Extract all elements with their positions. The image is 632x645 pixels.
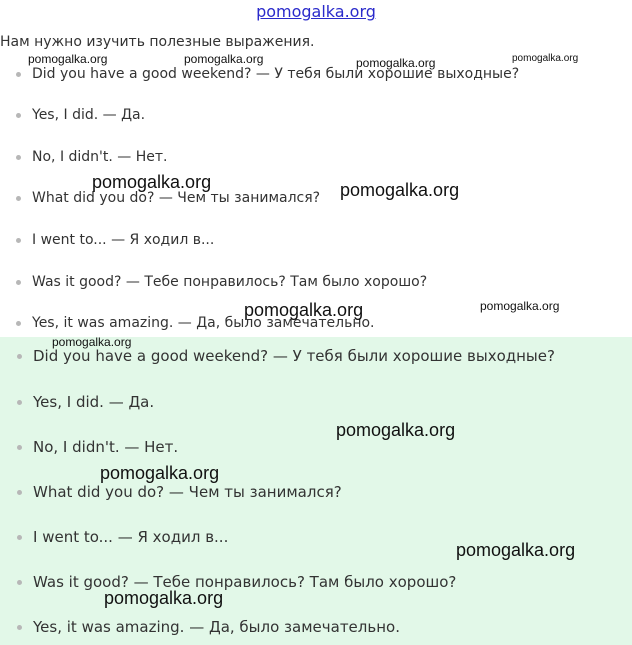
bullet-icon <box>16 196 21 201</box>
phrase-text: Was it good? — Тебе понравилось? Там было хорошо? <box>32 274 428 290</box>
phrase-list-plain <box>0 52 632 337</box>
watermark-text: pomogalka.org <box>340 180 460 200</box>
bullet-icon <box>16 155 21 160</box>
list-item <box>17 438 178 456</box>
watermark-text: pomogalka.org <box>52 335 132 349</box>
watermark-text: pomogalka.org <box>92 172 212 192</box>
watermark-text: pomogalka.org <box>456 540 576 560</box>
phrase-text: Yes, it was amazing. — Да, было замечательно. <box>33 618 400 636</box>
phrase-text: Yes, I did. — Да. <box>33 393 155 411</box>
phrase-text: I went to... — Я ходил в... <box>32 232 215 248</box>
phrase-text: No, I didn't. — Нет. <box>33 438 179 456</box>
list-item <box>17 573 456 591</box>
list-item <box>17 528 228 546</box>
list-item <box>17 618 400 636</box>
phrase-text: I went to... — Я ходил в... <box>33 528 229 546</box>
watermark-text: pomogalka.org <box>184 52 264 66</box>
phrase-text: What did you do? — Чем ты занимался? <box>33 483 342 501</box>
bullet-icon <box>16 238 21 243</box>
bullet-icon <box>17 445 22 450</box>
phrase-list-highlighted <box>0 337 632 645</box>
watermark-text: pomogalka.org <box>480 299 560 313</box>
bullet-icon <box>17 580 22 585</box>
watermark-text: pomogalka.org <box>336 420 456 440</box>
site-header-link[interactable]: pomogalka.org <box>256 2 376 21</box>
list-item <box>17 347 555 365</box>
phrase-text: No, I didn't. — Нет. <box>32 149 168 165</box>
list-item <box>16 107 145 123</box>
bullet-icon <box>16 72 21 77</box>
phrase-text: Yes, I did. — Да. <box>32 107 146 123</box>
watermark-text: pomogalka.org <box>100 463 220 483</box>
watermark-text: pomogalka.org <box>512 53 579 64</box>
bullet-icon <box>17 625 22 630</box>
bullet-icon <box>17 535 22 540</box>
bullet-icon <box>16 280 21 285</box>
list-item <box>16 232 214 248</box>
watermark-text: pomogalka.org <box>244 300 364 320</box>
phrase-text: Was it good? — Тебе понравилось? Там было хорошо? <box>33 573 457 591</box>
watermark-text: pomogalka.org <box>104 588 224 608</box>
bullet-icon <box>16 321 21 326</box>
phrase-text: What did you do? — Чем ты занимался? <box>32 190 321 206</box>
bullet-icon <box>17 490 22 495</box>
intro-text: Нам нужно изучить полезные выражения. <box>0 34 315 50</box>
list-item <box>16 66 519 82</box>
watermark-text: pomogalka.org <box>356 56 436 70</box>
phrase-text: Did you have a good weekend? — У тебя были хорошие выходные? <box>33 347 555 365</box>
phrase-text: Yes, it was amazing. — Да, было замечательно. <box>32 315 375 331</box>
phrase-text: Did you have a good weekend? — У тебя были хорошие выходные? <box>32 66 520 82</box>
list-item <box>16 274 427 290</box>
list-item <box>16 149 168 165</box>
bullet-icon <box>17 354 22 359</box>
list-item <box>17 393 154 411</box>
bullet-icon <box>17 400 22 405</box>
bullet-icon <box>16 113 21 118</box>
list-item <box>17 483 342 501</box>
watermark-text: pomogalka.org <box>28 52 108 66</box>
